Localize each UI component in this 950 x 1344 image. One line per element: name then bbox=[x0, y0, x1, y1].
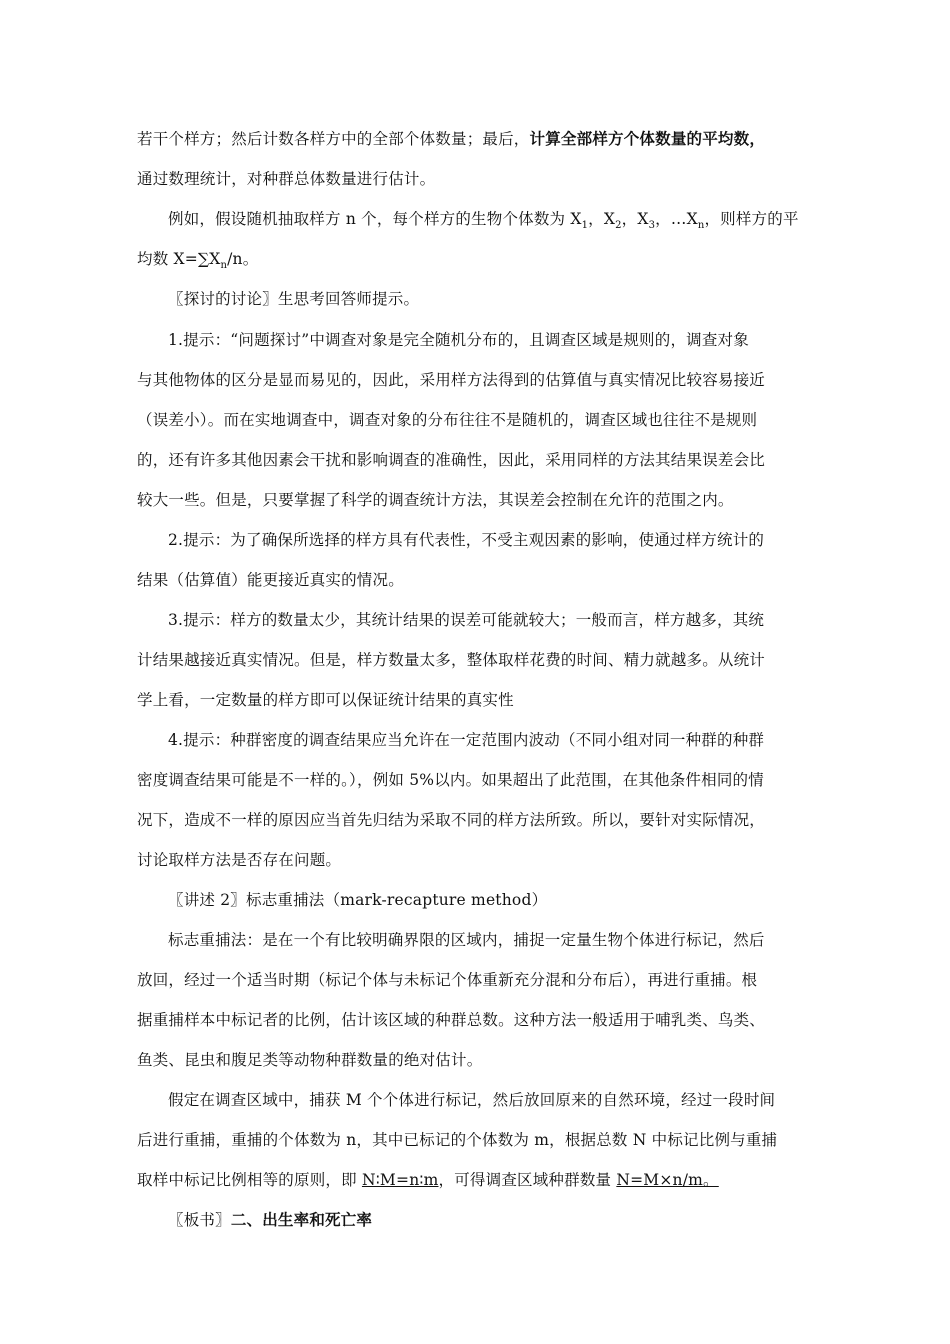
text: 例如，假设随机抽取样方 n 个，每个样方的生物个体数为 X bbox=[168, 210, 582, 228]
paragraph-line: 4.提示：种群密度的调查结果应当允许在一定范围内波动（不同小组对同一种群的种群 bbox=[168, 731, 765, 749]
formula-estimate: N=M×n/m。 bbox=[616, 1171, 719, 1189]
paragraph-line: 1.提示：“问题探讨”中调查对象是完全随机分布的，且调查区域是规则的，调查对象 bbox=[168, 331, 749, 349]
paragraph-line: 结果（估算值）能更接近真实的情况。 bbox=[137, 571, 404, 589]
section-label: 〖讲述 2〗标志重捕法（mark-recapture method） bbox=[168, 891, 548, 909]
text: ，X bbox=[621, 210, 649, 228]
text: 〖板书〗 bbox=[168, 1211, 231, 1229]
text: 均数 X=∑X bbox=[137, 250, 221, 268]
paragraph-line: 密度调查结果可能是不一样的。），例如 5%以内。如果超出了此范围，在其他条件相同的情 bbox=[137, 771, 764, 789]
paragraph-line bbox=[137, 128, 765, 150]
bold-text: 计算全部样方个体数量的平均数， bbox=[529, 130, 766, 148]
paragraph-line: 假定在调查区域中，捕获 M 个个体进行标记，然后放回原来的自然环境，经过一段时间 bbox=[168, 1091, 776, 1109]
paragraph-line: 放回，经过一个适当时期（标记个体与未标记个体重新充分混和分布后），再进行重捕。根 bbox=[137, 971, 758, 989]
text: ，…X bbox=[655, 210, 698, 228]
paragraph-line: 鱼类、昆虫和腹足类等动物种群数量的绝对估计。 bbox=[137, 1051, 483, 1069]
text: 若干个样方；然后计数各样方中的全部个体数量；最后， bbox=[137, 130, 530, 148]
paragraph-line: 讨论取样方法是否存在问题。 bbox=[137, 851, 342, 869]
paragraph-line bbox=[137, 248, 258, 277]
text: /n。 bbox=[227, 250, 259, 268]
subscript: 1 bbox=[581, 220, 589, 232]
paragraph-line: 3.提示：样方的数量太少，其统计结果的误差可能就较大；一般而言，样方越多，其统 bbox=[168, 611, 765, 629]
paragraph-line: 2.提示：为了确保所选择的样方具有代表性，不受主观因素的影响，使通过样方统计的 bbox=[168, 531, 765, 549]
paragraph-line bbox=[137, 1169, 719, 1191]
paragraph-line: 通过数理统计，对种群总体数量进行估计。 bbox=[137, 170, 436, 188]
paragraph-line: 与其他物体的区分是显而易见的，因此，采用样方法得到的估算值与真实情况比较容易接近 bbox=[137, 371, 766, 389]
paragraph-line: 较大一些。但是，只要掌握了科学的调查统计方法，其误差会控制在允许的范围之内。 bbox=[137, 491, 734, 509]
paragraph-line bbox=[168, 208, 799, 237]
text: ，可得调查区域种群数量 bbox=[438, 1171, 617, 1189]
paragraph-line: （误差小）。而在实地调查中，调查对象的分布往往不是随机的，调查区域也往往不是规则 bbox=[137, 411, 758, 429]
paragraph-line: 学上看，一定数量的样方即可以保证统计结果的真实性 bbox=[137, 691, 514, 709]
text: 取样中标记比例相等的原则，即 bbox=[137, 1171, 362, 1189]
paragraph-line: 计结果越接近真实情况。但是，样方数量太多，整体取样花费的时间、精力就越多。从统计 bbox=[137, 651, 766, 669]
text: ，X bbox=[588, 210, 616, 228]
formula-ratio: N∶M=n∶m bbox=[361, 1171, 439, 1189]
paragraph-line: 标志重捕法：是在一个有比较明确界限的区域内，捕捉一定量生物个体进行标记，然后 bbox=[168, 931, 765, 949]
paragraph-line: 况下，造成不一样的原因应当首先归结为采取不同的样方法所致。所以，要针对实际情况， bbox=[137, 811, 766, 829]
section-label: 〖探讨的讨论〗生思考回答师提示。 bbox=[168, 290, 420, 308]
subscript: 3 bbox=[648, 220, 656, 232]
paragraph-line: 的，还有许多其他因素会干扰和影响调查的准确性，因此，采用同样的方法其结果误差会比 bbox=[137, 451, 766, 469]
subscript: n bbox=[697, 220, 705, 232]
bold-heading: 二、出生率和死亡率 bbox=[230, 1211, 373, 1229]
section-heading bbox=[168, 1209, 372, 1231]
paragraph-line: 据重捕样本中标记者的比例，估计该区域的种群总数。这种方法一般适用于哺乳类、鸟类、 bbox=[137, 1011, 766, 1029]
subscript: 2 bbox=[615, 220, 622, 232]
text: ，则样方的平 bbox=[704, 210, 799, 228]
subscript: n bbox=[220, 260, 228, 272]
paragraph-line: 后进行重捕，重捕的个体数为 n，其中已标记的个体数为 m，根据总数 N 中标记比例与重捕 bbox=[137, 1131, 778, 1149]
